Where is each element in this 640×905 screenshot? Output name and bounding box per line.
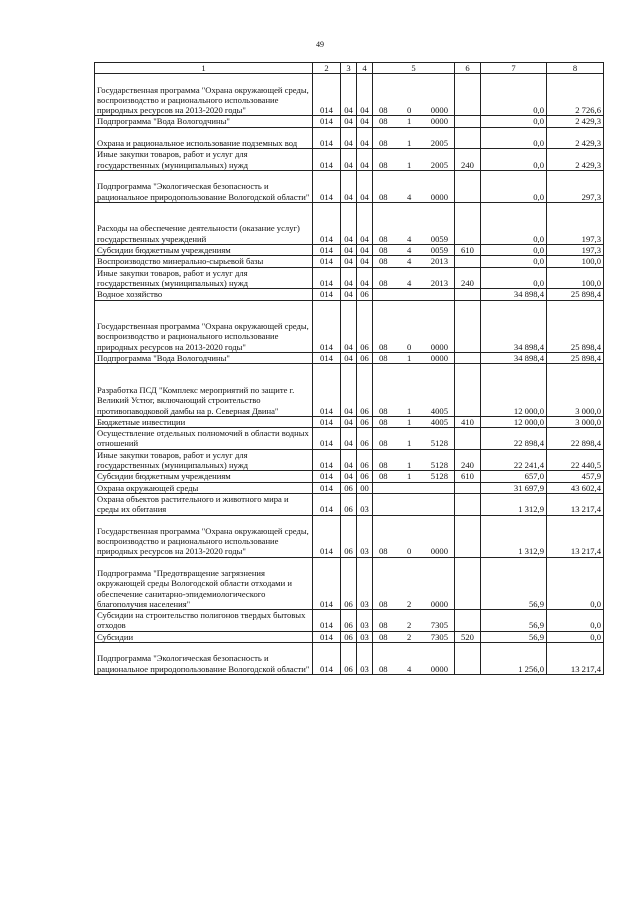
amount-col-8: 2 726,6 bbox=[547, 74, 604, 116]
subsection-code: 04 bbox=[357, 245, 373, 256]
header-col-2: 2 bbox=[313, 63, 341, 74]
program-code: 08 bbox=[379, 138, 388, 149]
ministry-code: 014 bbox=[313, 471, 341, 482]
program-code: 08 bbox=[379, 353, 388, 364]
header-row bbox=[95, 63, 604, 74]
section-code: 06 bbox=[341, 610, 357, 632]
table-row bbox=[95, 557, 604, 610]
amount-col-7: 0,0 bbox=[481, 149, 547, 171]
target-article-code bbox=[373, 300, 455, 353]
header-col-1: 1 bbox=[95, 63, 313, 74]
amount-col-7: 0,0 bbox=[481, 127, 547, 149]
item-code: 0000 bbox=[430, 598, 448, 609]
item-code: 2005 bbox=[430, 138, 448, 149]
expense-type-code bbox=[455, 353, 481, 364]
ministry-code: 014 bbox=[313, 116, 341, 127]
item-code: 0000 bbox=[430, 116, 448, 127]
table-row bbox=[95, 202, 604, 244]
target-article-code bbox=[373, 289, 455, 300]
amount-col-8: 43 602,4 bbox=[547, 482, 604, 493]
program-code: 08 bbox=[379, 341, 388, 352]
ministry-code: 014 bbox=[313, 74, 341, 116]
header-col-4: 4 bbox=[357, 63, 373, 74]
section-code: 04 bbox=[341, 471, 357, 482]
expense-type-code bbox=[455, 74, 481, 116]
expense-type-code bbox=[455, 364, 481, 417]
item-code: 0000 bbox=[430, 353, 448, 364]
amount-col-8: 100,0 bbox=[547, 267, 604, 289]
expense-type-code bbox=[455, 493, 481, 515]
item-code: 2013 bbox=[430, 256, 448, 267]
subsection-code: 06 bbox=[357, 428, 373, 450]
subsection-code: 06 bbox=[357, 364, 373, 417]
expense-type-code bbox=[455, 610, 481, 632]
amount-col-8: 2 429,3 bbox=[547, 127, 604, 149]
expense-type-code bbox=[455, 116, 481, 127]
target-article-code bbox=[373, 557, 455, 610]
table-row bbox=[95, 471, 604, 482]
subsection-code: 04 bbox=[357, 127, 373, 149]
expense-type-code: 520 bbox=[455, 631, 481, 642]
ministry-code: 014 bbox=[313, 557, 341, 610]
subprogram-code: 1 bbox=[407, 116, 412, 127]
row-name: Подпрограмма "Вода Вологодчины" bbox=[95, 353, 313, 364]
program-code: 08 bbox=[379, 663, 388, 674]
table-row bbox=[95, 127, 604, 149]
subsection-code: 03 bbox=[357, 643, 373, 675]
header-col-3: 3 bbox=[341, 63, 357, 74]
target-article-code bbox=[373, 256, 455, 267]
section-code: 04 bbox=[341, 127, 357, 149]
program-code: 08 bbox=[379, 598, 388, 609]
section-code: 04 bbox=[341, 428, 357, 450]
ministry-code: 014 bbox=[313, 149, 341, 171]
row-name: Субсидии на строительство полигонов твердых бытовых отходов bbox=[95, 610, 313, 632]
target-article-code bbox=[373, 428, 455, 450]
expense-type-code bbox=[455, 482, 481, 493]
subprogram-code: 4 bbox=[407, 256, 412, 267]
program-code: 08 bbox=[379, 233, 388, 244]
ministry-code: 014 bbox=[313, 643, 341, 675]
amount-col-7: 0,0 bbox=[481, 74, 547, 116]
target-article-code bbox=[373, 416, 455, 427]
subsection-code: 04 bbox=[357, 267, 373, 289]
item-code: 2013 bbox=[430, 277, 448, 288]
table-row bbox=[95, 610, 604, 632]
subsection-code: 06 bbox=[357, 353, 373, 364]
table-row bbox=[95, 116, 604, 127]
item-code: 5128 bbox=[430, 438, 448, 449]
row-name: Государственная программа "Охрана окружающей среды, воспроизводство и рационального использование природных ресурсов на 2013-2020 годы" bbox=[95, 300, 313, 353]
expense-type-code bbox=[455, 289, 481, 300]
header-col-5: 5 bbox=[373, 63, 455, 74]
amount-col-8: 2 429,3 bbox=[547, 116, 604, 127]
section-code: 04 bbox=[341, 449, 357, 471]
ministry-code: 014 bbox=[313, 245, 341, 256]
table-row bbox=[95, 256, 604, 267]
amount-col-8: 2 429,3 bbox=[547, 149, 604, 171]
item-code: 4005 bbox=[430, 416, 448, 427]
row-name: Государственная программа "Охрана окружающей среды, воспроизводство и рационального использование природных ресурсов на 2013-2020 годы" bbox=[95, 74, 313, 116]
header-col-7: 7 bbox=[481, 63, 547, 74]
item-code: 5128 bbox=[430, 471, 448, 482]
amount-col-7: 34 898,4 bbox=[481, 289, 547, 300]
target-article-code bbox=[373, 482, 455, 493]
row-name: Охрана объектов растительного и животного мира и среды их обитания bbox=[95, 493, 313, 515]
amount-col-7: 0,0 bbox=[481, 170, 547, 202]
expense-type-code bbox=[455, 127, 481, 149]
amount-col-8: 13 217,4 bbox=[547, 643, 604, 675]
section-code: 04 bbox=[341, 170, 357, 202]
table-row bbox=[95, 267, 604, 289]
target-article-code bbox=[373, 267, 455, 289]
subprogram-code: 1 bbox=[407, 138, 412, 149]
expense-type-code bbox=[455, 170, 481, 202]
header-col-6: 6 bbox=[455, 63, 481, 74]
section-code: 06 bbox=[341, 515, 357, 557]
target-article-code bbox=[373, 245, 455, 256]
item-code: 5128 bbox=[430, 460, 448, 471]
program-code: 08 bbox=[379, 116, 388, 127]
ministry-code: 014 bbox=[313, 493, 341, 515]
item-code: 0000 bbox=[430, 663, 448, 674]
amount-col-7: 1 312,9 bbox=[481, 493, 547, 515]
expense-type-code bbox=[455, 256, 481, 267]
amount-col-8: 457,9 bbox=[547, 471, 604, 482]
row-name: Подпрограмма "Экологическая безопасность и рациональное природопользование Вологодской области" bbox=[95, 643, 313, 675]
table-row bbox=[95, 74, 604, 116]
target-article-code bbox=[373, 449, 455, 471]
item-code: 0059 bbox=[430, 233, 448, 244]
program-code: 08 bbox=[379, 416, 388, 427]
subsection-code: 03 bbox=[357, 610, 373, 632]
program-code: 08 bbox=[379, 546, 388, 557]
amount-col-8: 0,0 bbox=[547, 631, 604, 642]
page-number: 49 bbox=[316, 40, 324, 49]
amount-col-8: 197,3 bbox=[547, 245, 604, 256]
subprogram-code: 4 bbox=[407, 663, 412, 674]
amount-col-8: 25 898,4 bbox=[547, 300, 604, 353]
table-row bbox=[95, 643, 604, 675]
table-row bbox=[95, 353, 604, 364]
target-article-code bbox=[373, 127, 455, 149]
section-code: 04 bbox=[341, 267, 357, 289]
subsection-code: 06 bbox=[357, 449, 373, 471]
program-code: 08 bbox=[379, 105, 388, 116]
subprogram-code: 4 bbox=[407, 191, 412, 202]
row-name: Расходы на обеспечение деятельности (оказание услуг) государственных учреждений bbox=[95, 202, 313, 244]
amount-col-7: 0,0 bbox=[481, 245, 547, 256]
program-code: 08 bbox=[379, 159, 388, 170]
target-article-code bbox=[373, 202, 455, 244]
subprogram-code: 0 bbox=[407, 546, 412, 557]
expense-type-code bbox=[455, 643, 481, 675]
row-name: Охрана окружающей среды bbox=[95, 482, 313, 493]
item-code: 0000 bbox=[430, 105, 448, 116]
ministry-code: 014 bbox=[313, 515, 341, 557]
amount-col-8: 22 898,4 bbox=[547, 428, 604, 450]
amount-col-8: 100,0 bbox=[547, 256, 604, 267]
target-article-code bbox=[373, 515, 455, 557]
section-code: 04 bbox=[341, 245, 357, 256]
subprogram-code: 2 bbox=[407, 598, 412, 609]
table-row bbox=[95, 493, 604, 515]
ministry-code: 014 bbox=[313, 256, 341, 267]
expense-type-code bbox=[455, 300, 481, 353]
row-name: Иные закупки товаров, работ и услуг для государственных (муниципальных) нужд bbox=[95, 267, 313, 289]
row-name: Подпрограмма "Вода Вологодчины" bbox=[95, 116, 313, 127]
row-name: Водное хозяйство bbox=[95, 289, 313, 300]
row-name: Субсидии bbox=[95, 631, 313, 642]
table-row bbox=[95, 149, 604, 171]
subsection-code: 06 bbox=[357, 300, 373, 353]
ministry-code: 014 bbox=[313, 631, 341, 642]
amount-col-8: 25 898,4 bbox=[547, 289, 604, 300]
section-code: 06 bbox=[341, 557, 357, 610]
amount-col-7: 22 898,4 bbox=[481, 428, 547, 450]
amount-col-8: 3 000,0 bbox=[547, 364, 604, 417]
expense-type-code: 410 bbox=[455, 416, 481, 427]
ministry-code: 014 bbox=[313, 127, 341, 149]
subsection-code: 04 bbox=[357, 74, 373, 116]
subsection-code: 03 bbox=[357, 515, 373, 557]
subsection-code: 04 bbox=[357, 256, 373, 267]
program-code: 08 bbox=[379, 438, 388, 449]
row-name: Охрана и рациональное использование подземных вод bbox=[95, 127, 313, 149]
expense-type-code: 610 bbox=[455, 471, 481, 482]
section-code: 04 bbox=[341, 74, 357, 116]
subprogram-code: 1 bbox=[407, 438, 412, 449]
subprogram-code: 1 bbox=[407, 416, 412, 427]
row-name: Государственная программа "Охрана окружающей среды, воспроизводство и рационального использование природных ресурсов на 2013-2020 годы" bbox=[95, 515, 313, 557]
amount-col-7: 34 898,4 bbox=[481, 300, 547, 353]
subprogram-code: 2 bbox=[407, 620, 412, 631]
target-article-code bbox=[373, 149, 455, 171]
subprogram-code: 0 bbox=[407, 105, 412, 116]
subsection-code: 04 bbox=[357, 116, 373, 127]
amount-col-8: 3 000,0 bbox=[547, 416, 604, 427]
item-code: 7305 bbox=[430, 620, 448, 631]
section-code: 04 bbox=[341, 416, 357, 427]
item-code: 0000 bbox=[430, 341, 448, 352]
section-code: 04 bbox=[341, 353, 357, 364]
target-article-code bbox=[373, 364, 455, 417]
subsection-code: 03 bbox=[357, 631, 373, 642]
program-code: 08 bbox=[379, 405, 388, 416]
subsection-code: 04 bbox=[357, 149, 373, 171]
program-code: 08 bbox=[379, 277, 388, 288]
ministry-code: 014 bbox=[313, 289, 341, 300]
amount-col-8: 197,3 bbox=[547, 202, 604, 244]
amount-col-7: 0,0 bbox=[481, 256, 547, 267]
program-code: 08 bbox=[379, 245, 388, 256]
amount-col-8: 13 217,4 bbox=[547, 493, 604, 515]
section-code: 04 bbox=[341, 300, 357, 353]
amount-col-8: 0,0 bbox=[547, 557, 604, 610]
row-name: Субсидии бюджетным учреждениям bbox=[95, 471, 313, 482]
row-name: Субсидии бюджетным учреждениям bbox=[95, 245, 313, 256]
ministry-code: 014 bbox=[313, 202, 341, 244]
table-row bbox=[95, 449, 604, 471]
table-row bbox=[95, 515, 604, 557]
amount-col-7: 0,0 bbox=[481, 202, 547, 244]
expense-type-code bbox=[455, 202, 481, 244]
amount-col-8: 13 217,4 bbox=[547, 515, 604, 557]
subsection-code: 04 bbox=[357, 170, 373, 202]
subsection-code: 00 bbox=[357, 482, 373, 493]
expense-type-code bbox=[455, 428, 481, 450]
ministry-code: 014 bbox=[313, 482, 341, 493]
expense-type-code: 610 bbox=[455, 245, 481, 256]
target-article-code bbox=[373, 353, 455, 364]
subprogram-code: 1 bbox=[407, 460, 412, 471]
section-code: 06 bbox=[341, 493, 357, 515]
row-name: Разработка ПСД "Комплекс мероприятий по защите г. Великий Устюг, включающий строительство противопаводковой дамбы на р. Северная Двина" bbox=[95, 364, 313, 417]
item-code: 2005 bbox=[430, 159, 448, 170]
ministry-code: 014 bbox=[313, 170, 341, 202]
table-body bbox=[95, 74, 604, 675]
subprogram-code: 4 bbox=[407, 277, 412, 288]
subprogram-code: 4 bbox=[407, 233, 412, 244]
expense-type-code: 240 bbox=[455, 149, 481, 171]
table-row bbox=[95, 245, 604, 256]
item-code: 0059 bbox=[430, 245, 448, 256]
expense-type-code: 240 bbox=[455, 449, 481, 471]
table-row bbox=[95, 300, 604, 353]
table-row bbox=[95, 482, 604, 493]
item-code: 0000 bbox=[430, 191, 448, 202]
row-name: Подпрограмма "Предотвращение загрязнения окружающей среды Вологодской области отходами и обеспечение санитарно-эпидемиологического благополучия населения" bbox=[95, 557, 313, 610]
table-row bbox=[95, 416, 604, 427]
subsection-code: 04 bbox=[357, 202, 373, 244]
ministry-code: 014 bbox=[313, 353, 341, 364]
ministry-code: 014 bbox=[313, 300, 341, 353]
subprogram-code: 1 bbox=[407, 405, 412, 416]
amount-col-7: 56,9 bbox=[481, 631, 547, 642]
budget-table bbox=[94, 62, 604, 675]
subsection-code: 03 bbox=[357, 493, 373, 515]
program-code: 08 bbox=[379, 631, 388, 642]
amount-col-7: 1 312,9 bbox=[481, 515, 547, 557]
row-name: Бюджетные инвестиции bbox=[95, 416, 313, 427]
amount-col-7: 0,0 bbox=[481, 116, 547, 127]
target-article-code bbox=[373, 170, 455, 202]
subsection-code: 06 bbox=[357, 416, 373, 427]
subprogram-code: 1 bbox=[407, 159, 412, 170]
amount-col-7: 56,9 bbox=[481, 557, 547, 610]
row-name: Подпрограмма "Экологическая безопасность и рациональное природопользование Вологодской области" bbox=[95, 170, 313, 202]
target-article-code bbox=[373, 610, 455, 632]
target-article-code bbox=[373, 643, 455, 675]
subsection-code: 06 bbox=[357, 471, 373, 482]
program-code: 08 bbox=[379, 620, 388, 631]
target-article-code bbox=[373, 493, 455, 515]
amount-col-7: 12 000,0 bbox=[481, 416, 547, 427]
header-col-8: 8 bbox=[547, 63, 604, 74]
target-article-code bbox=[373, 631, 455, 642]
amount-col-7: 657,0 bbox=[481, 471, 547, 482]
item-code: 4005 bbox=[430, 405, 448, 416]
ministry-code: 014 bbox=[313, 364, 341, 417]
row-name: Иные закупки товаров, работ и услуг для государственных (муниципальных) нужд bbox=[95, 449, 313, 471]
table-row bbox=[95, 289, 604, 300]
amount-col-8: 297,3 bbox=[547, 170, 604, 202]
section-code: 06 bbox=[341, 482, 357, 493]
amount-col-7: 31 697,9 bbox=[481, 482, 547, 493]
table-row bbox=[95, 631, 604, 642]
item-code: 7305 bbox=[430, 631, 448, 642]
ministry-code: 014 bbox=[313, 449, 341, 471]
ministry-code: 014 bbox=[313, 428, 341, 450]
amount-col-7: 34 898,4 bbox=[481, 353, 547, 364]
program-code: 08 bbox=[379, 460, 388, 471]
subprogram-code: 0 bbox=[407, 341, 412, 352]
table-row bbox=[95, 364, 604, 417]
subprogram-code: 1 bbox=[407, 353, 412, 364]
amount-col-8: 22 440,5 bbox=[547, 449, 604, 471]
row-name: Иные закупки товаров, работ и услуг для государственных (муниципальных) нужд bbox=[95, 149, 313, 171]
section-code: 04 bbox=[341, 364, 357, 417]
program-code: 08 bbox=[379, 471, 388, 482]
expense-type-code bbox=[455, 515, 481, 557]
subprogram-code: 2 bbox=[407, 631, 412, 642]
table-row bbox=[95, 170, 604, 202]
subprogram-code: 4 bbox=[407, 245, 412, 256]
amount-col-7: 56,9 bbox=[481, 610, 547, 632]
ministry-code: 014 bbox=[313, 610, 341, 632]
table-row bbox=[95, 428, 604, 450]
expense-type-code bbox=[455, 557, 481, 610]
target-article-code bbox=[373, 471, 455, 482]
section-code: 06 bbox=[341, 643, 357, 675]
section-code: 04 bbox=[341, 116, 357, 127]
ministry-code: 014 bbox=[313, 416, 341, 427]
section-code: 04 bbox=[341, 202, 357, 244]
item-code: 0000 bbox=[430, 546, 448, 557]
expense-type-code: 240 bbox=[455, 267, 481, 289]
amount-col-7: 0,0 bbox=[481, 267, 547, 289]
program-code: 08 bbox=[379, 191, 388, 202]
section-code: 06 bbox=[341, 631, 357, 642]
subsection-code: 06 bbox=[357, 289, 373, 300]
row-name: Воспроизводство минерально-сырьевой базы bbox=[95, 256, 313, 267]
section-code: 04 bbox=[341, 289, 357, 300]
section-code: 04 bbox=[341, 149, 357, 171]
target-article-code bbox=[373, 74, 455, 116]
target-article-code bbox=[373, 116, 455, 127]
subsection-code: 03 bbox=[357, 557, 373, 610]
program-code: 08 bbox=[379, 256, 388, 267]
row-name: Осуществление отдельных полномочий в области водных отношений bbox=[95, 428, 313, 450]
section-code: 04 bbox=[341, 256, 357, 267]
subprogram-code: 1 bbox=[407, 471, 412, 482]
amount-col-8: 25 898,4 bbox=[547, 353, 604, 364]
ministry-code: 014 bbox=[313, 267, 341, 289]
amount-col-7: 12 000,0 bbox=[481, 364, 547, 417]
amount-col-7: 1 256,0 bbox=[481, 643, 547, 675]
amount-col-7: 22 241,4 bbox=[481, 449, 547, 471]
amount-col-8: 0,0 bbox=[547, 610, 604, 632]
